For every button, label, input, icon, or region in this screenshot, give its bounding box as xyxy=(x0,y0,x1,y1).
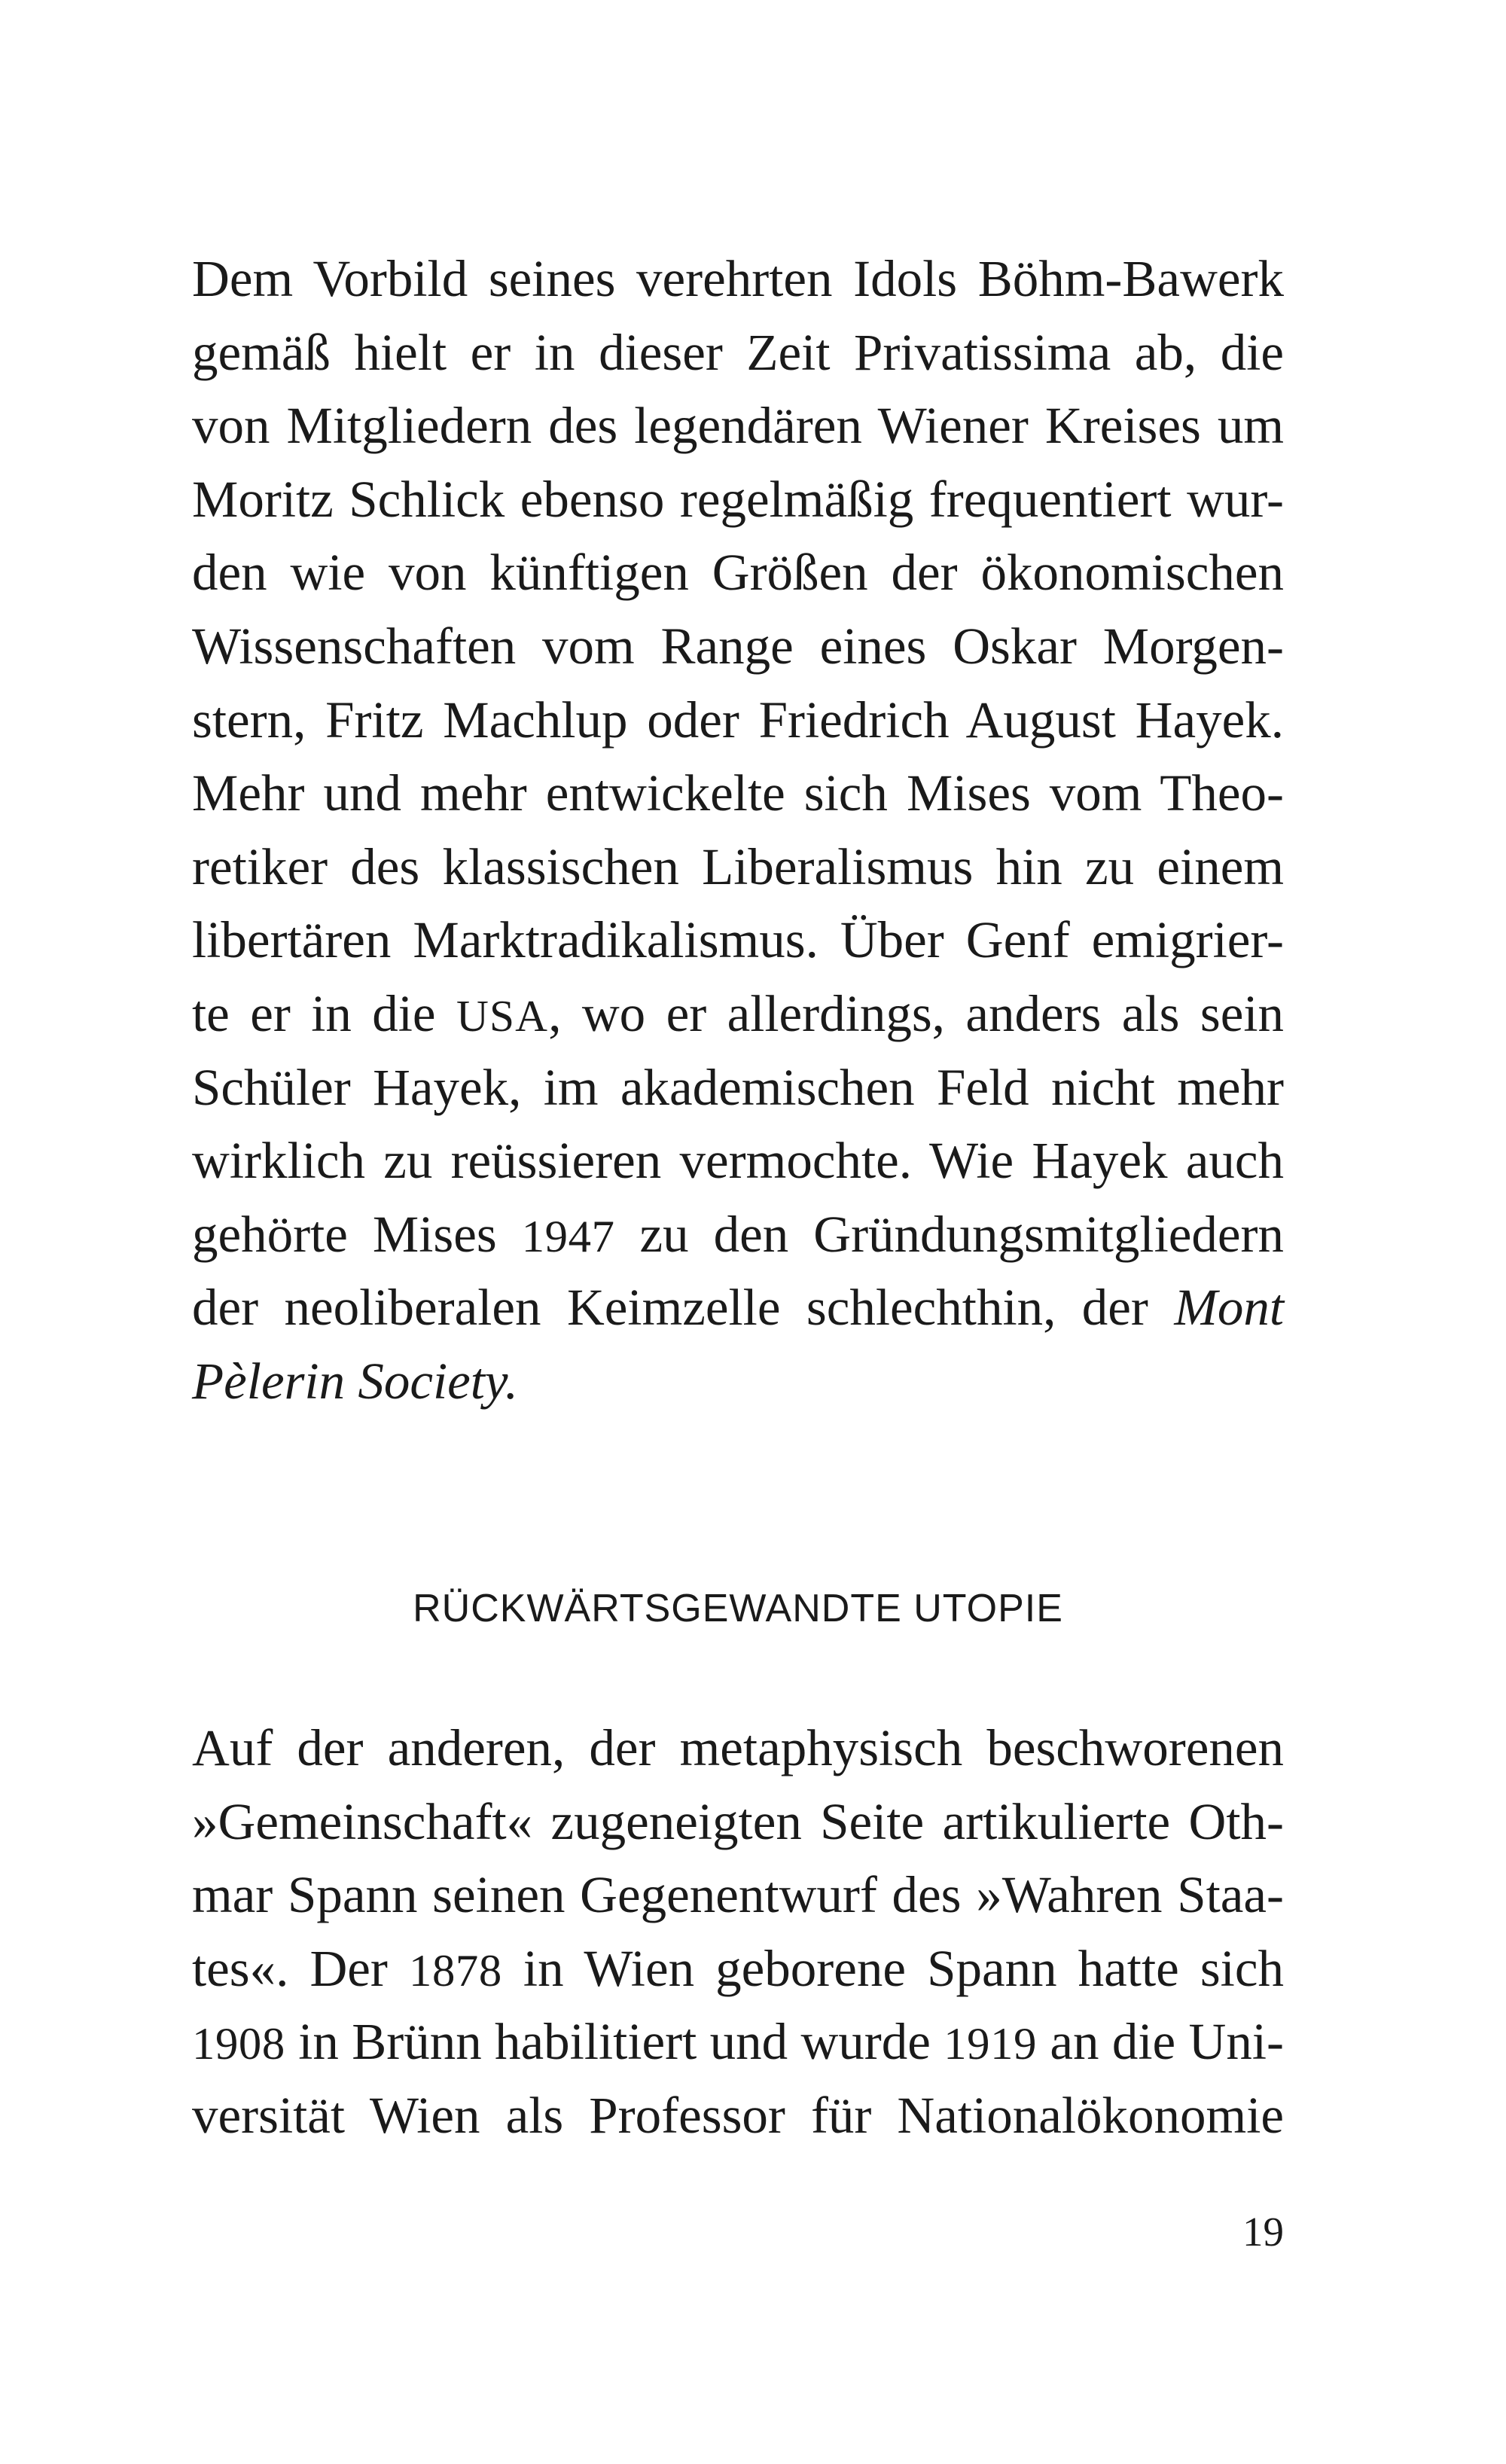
abbreviation-usa: USA xyxy=(456,990,549,1041)
italic-society-name: Pèlerin Society. xyxy=(192,1352,519,1410)
text-line: mar Spann seinen Gegenentwurf des »Wahren Staa- xyxy=(192,1866,1284,1924)
year-1908: 1908 xyxy=(192,2019,285,2070)
year-1878: 1878 xyxy=(408,1945,502,1996)
text-run: an die Uni- xyxy=(1037,2013,1284,2071)
text-line xyxy=(192,1345,1284,1419)
text-line: Dem Vorbild seines verehrten Idols Böhm-Bawerk xyxy=(192,250,1284,307)
text-run: zu den Gründungsmitgliedern xyxy=(614,1205,1284,1263)
year-1947: 1947 xyxy=(521,1211,615,1262)
paragraph-1 xyxy=(192,242,1284,1419)
text-run: te er in die xyxy=(192,984,456,1042)
text-run: tes«. Der xyxy=(192,1939,409,1997)
year-1919: 1919 xyxy=(944,2019,1038,2070)
text-line: stern, Fritz Machlup oder Friedrich August Hayek. xyxy=(192,691,1284,749)
page-number: 19 xyxy=(1242,2209,1284,2255)
text-line: von Mitgliedern des legendären Wiener Kreises um xyxy=(192,397,1284,455)
text-line: versität Wien als Professor für Nationalökonomie xyxy=(192,2086,1284,2144)
text-line xyxy=(192,1271,1284,1345)
text-line: gemäß hielt er in dieser Zeit Privatissima ab, die xyxy=(192,323,1284,381)
text-line: Auf der anderen, der metaphysisch beschworenen xyxy=(192,1719,1284,1776)
text-line xyxy=(192,1198,1284,1272)
text-run: in Wien geborene Spann hatte sich xyxy=(501,1939,1284,1997)
text-line: libertären Marktradikalismus. Über Genf emigrier- xyxy=(192,911,1284,969)
text-line: Schüler Hayek, im akademischen Feld nicht mehr xyxy=(192,1058,1284,1116)
text-run: gehörte Mises xyxy=(192,1205,522,1263)
section-heading: RÜCKWÄRTSGEWANDTE UTOPIE xyxy=(413,1587,1063,1630)
text-line xyxy=(192,2005,1284,2079)
text-line: retiker des klassischen Liberalismus hin zu einem xyxy=(192,837,1284,895)
text-line: Wissenschaften vom Range eines Oskar Morgen- xyxy=(192,617,1284,675)
text-line xyxy=(192,1932,1284,2006)
text-line: »Gemeinschaft« zugeneigten Seite artikulierte Oth- xyxy=(192,1792,1284,1850)
text-line: wirklich zu reüssieren vermochte. Wie Hayek auch xyxy=(192,1132,1284,1190)
text-run: in Brünn habilitiert und wurde xyxy=(285,2013,944,2071)
italic-society-name: Mont xyxy=(1174,1279,1284,1337)
text-line: den wie von künftigen Größen der ökonomischen xyxy=(192,544,1284,602)
paragraph-2 xyxy=(192,1712,1284,2153)
text-line: Mehr und mehr entwickelte sich Mises vom Theo- xyxy=(192,764,1284,822)
text-line: Moritz Schlick ebenso regelmäßig frequentiert wur- xyxy=(192,470,1284,528)
text-line xyxy=(192,977,1284,1051)
text-run: , wo er allerdings, anders als sein xyxy=(548,984,1284,1042)
text-run: der neoliberalen Keimzelle schlechthin, der xyxy=(192,1279,1175,1337)
